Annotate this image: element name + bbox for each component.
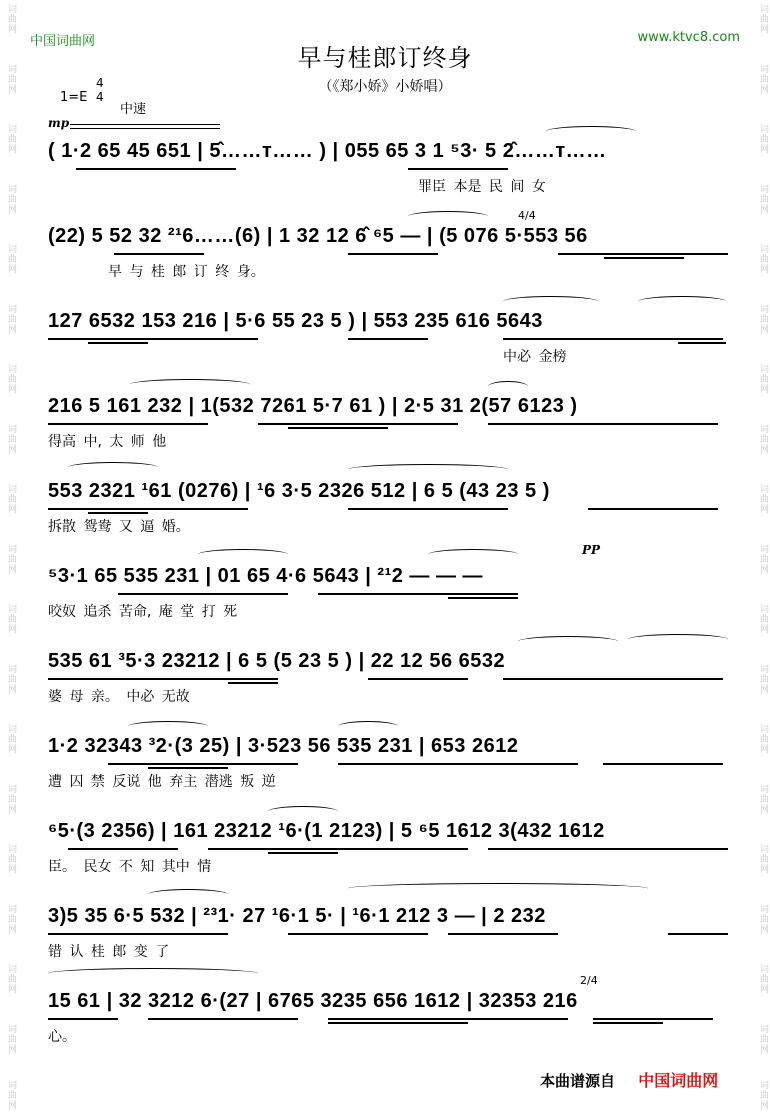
slur	[198, 549, 288, 560]
watermark-left: 词曲网	[6, 484, 16, 514]
slur	[518, 636, 618, 647]
watermark-right: 词曲网	[758, 244, 768, 274]
underline	[288, 933, 428, 935]
underline	[328, 1018, 568, 1020]
underline	[118, 593, 288, 595]
watermark-right: 词曲网	[758, 664, 768, 694]
underline	[48, 678, 278, 680]
watermark-left: 词曲网	[6, 844, 16, 874]
score-system	[48, 480, 738, 550]
lyrics-line: 咬奴 追杀 苦命, 庵 堂 打 死	[48, 604, 238, 620]
underline	[604, 257, 684, 259]
score-system	[48, 905, 738, 975]
watermark-left: 词曲网	[6, 904, 16, 934]
watermark-left: 词曲网	[6, 604, 16, 634]
underline	[68, 848, 178, 850]
score-system	[48, 735, 738, 805]
crescendo-line	[70, 124, 220, 125]
watermark-left: 词曲网	[6, 724, 16, 754]
notation-line: ⁶5·(3 2356) | 161 23212 ¹6·(1 2123) | 5 ⁶5 1612 3(432 1612	[48, 820, 605, 842]
watermark-right: 词曲网	[758, 784, 768, 814]
lyrics-line: 遭 囚 禁 反说 他 弃主 潜逃 叛 逆	[48, 774, 276, 790]
watermark-left: 词曲网	[6, 244, 16, 274]
underline	[678, 342, 726, 344]
underline	[503, 678, 723, 680]
watermark-right: 词曲网	[758, 364, 768, 394]
score-system	[48, 820, 738, 890]
watermark-left: 词曲网	[6, 424, 16, 454]
underline	[228, 682, 278, 684]
watermark-right: 词曲网	[758, 544, 768, 574]
notation-line: 15 61 | 32 3212 6·(27 | 6765 3235 656 1612 | 32353 216	[48, 990, 578, 1012]
notation-line: 535 61 ³5·3 23212 | 6 5 (5 23 5 ) | 22 12 56 6532	[48, 650, 506, 672]
underline	[338, 763, 578, 765]
time-signature	[96, 76, 104, 104]
underline	[108, 763, 298, 765]
source-label: 本曲谱源自	[540, 1072, 616, 1090]
notation-line: (22) 5 52 32 ²¹6……(6) | 1 32 12 6̂ ⁶5 — | (5 076 5·553 56	[48, 225, 588, 247]
underline	[76, 168, 236, 170]
notation-line: 216 5 161 232 | 1(532 7261 5·7 61 ) | 2·5 31 2(57 6123 )	[48, 395, 578, 417]
lyrics-line: 臣。 民女 不 知 其中 情	[48, 859, 212, 875]
watermark-right: 词曲网	[758, 724, 768, 754]
underline	[503, 338, 723, 340]
lyrics-line: 罪臣 本是 民 间 女	[418, 179, 546, 195]
watermark-right: 词曲网	[758, 424, 768, 454]
time-top: 4	[96, 76, 104, 90]
underline	[148, 767, 228, 769]
time-bottom: 4	[96, 90, 104, 104]
notation-line: ( 1·2 65 45 651 | 5̂……т…… ) | 055 65 3 1 ⁵3· 5 2̂……т……	[48, 140, 607, 162]
watermark-left: 词曲网	[6, 124, 16, 154]
score-system	[48, 650, 738, 720]
score-system	[48, 395, 738, 465]
slur	[428, 549, 518, 560]
slur	[128, 721, 208, 732]
underline	[488, 423, 718, 425]
time-change: 2/4	[580, 974, 598, 987]
slur	[130, 379, 250, 390]
underline	[258, 423, 458, 425]
underline	[88, 512, 148, 514]
underline	[114, 253, 204, 255]
slur	[628, 634, 728, 645]
lyrics-line: 心。	[48, 1029, 76, 1045]
underline	[208, 848, 468, 850]
underline	[48, 933, 228, 935]
underline	[488, 848, 728, 850]
watermark-right: 词曲网	[758, 1080, 768, 1110]
score-system	[48, 310, 738, 380]
watermark-right: 词曲网	[758, 844, 768, 874]
underline	[603, 763, 723, 765]
crescendo-line	[70, 128, 220, 129]
notation-line: 553 2321 ¹61 (0276) | ¹6 3·5 2326 512 | 6 5 (43 23 5 )	[48, 480, 550, 502]
score-system	[48, 974, 738, 1060]
site-link-right[interactable]: www.ktvc8.com	[637, 30, 740, 45]
slur	[268, 806, 338, 817]
watermark-left: 词曲网	[6, 304, 16, 334]
site-link-left[interactable]: 中国词曲网	[30, 34, 96, 49]
slur	[48, 968, 258, 979]
key-signature: 1=E	[60, 90, 88, 105]
score-system	[48, 543, 738, 635]
underline	[348, 253, 438, 255]
slur	[148, 889, 228, 900]
underline	[48, 508, 248, 510]
lyrics-line: 错 认 桂 郎 变 了	[48, 944, 170, 960]
watermark-right: 词曲网	[758, 904, 768, 934]
dynamic-pp: PP	[582, 543, 601, 557]
underline	[448, 597, 518, 599]
slur	[503, 296, 598, 307]
watermark-left: 词曲网	[6, 4, 16, 34]
score-source	[540, 1068, 718, 1091]
slur	[338, 721, 398, 732]
score-system	[48, 140, 738, 210]
slur	[638, 296, 726, 307]
lyrics-line: 拆散 鸳鸯 又 逼 婚。	[48, 519, 190, 535]
source-site-link[interactable]: 中国词曲网	[638, 1071, 719, 1090]
underline	[328, 1022, 468, 1024]
underline	[593, 1022, 663, 1024]
time-change: 4/4	[518, 209, 536, 222]
tempo-marking: 中速	[120, 102, 147, 117]
notation-line: 3)5 35 6·5 532 | ²³1· 27 ¹6·1 5· | ¹6·1 212 3 — | 2 232	[48, 905, 546, 927]
lyrics-line: 得高 中, 太 师 他	[48, 434, 167, 450]
watermark-left: 词曲网	[6, 184, 16, 214]
score-subtitle: （《郑小娇》小娇唱）	[318, 79, 452, 95]
slur	[488, 381, 528, 392]
underline	[148, 1018, 298, 1020]
notation-line: 1·2 32343 ³2·(3 25) | 3·523 56 535 231 | 653 2612	[48, 735, 519, 757]
score-system	[48, 209, 738, 295]
slur	[68, 462, 158, 473]
slur	[546, 126, 636, 137]
watermark-right: 词曲网	[758, 124, 768, 154]
slur	[348, 883, 648, 894]
underline	[588, 508, 718, 510]
underline	[448, 933, 558, 935]
watermark-right: 词曲网	[758, 484, 768, 514]
watermark-left: 词曲网	[6, 64, 16, 94]
watermark-right: 词曲网	[758, 64, 768, 94]
underline	[368, 678, 468, 680]
watermark-left: 词曲网	[6, 364, 16, 394]
dynamic-mp: mp	[48, 116, 70, 130]
underline	[558, 253, 728, 255]
lyrics-line: 早 与 桂 郎 订 终 身。	[108, 264, 265, 280]
watermark-left: 词曲网	[6, 784, 16, 814]
underline	[348, 338, 428, 340]
underline	[668, 933, 728, 935]
underline	[268, 852, 338, 854]
underline	[88, 342, 148, 344]
underline	[48, 1018, 118, 1020]
watermark-left: 词曲网	[6, 544, 16, 574]
underline	[593, 1018, 713, 1020]
underline	[48, 423, 208, 425]
watermark-left: 词曲网	[6, 664, 16, 694]
watermark-left: 词曲网	[6, 1080, 16, 1110]
lyrics-line: 中必 金榜	[503, 349, 567, 365]
lyrics-line: 婆 母 亲。 中必 无故	[48, 689, 190, 705]
watermark-left: 词曲网	[6, 1024, 16, 1054]
watermark-right: 词曲网	[758, 1024, 768, 1054]
watermark-left: 词曲网	[6, 964, 16, 994]
score-title: 早与桂郎订终身	[297, 44, 473, 72]
slur	[408, 211, 488, 222]
underline	[408, 168, 508, 170]
watermark-right: 词曲网	[758, 4, 768, 34]
underline	[348, 508, 508, 510]
watermark-right: 词曲网	[758, 964, 768, 994]
watermark-right: 词曲网	[758, 604, 768, 634]
underline	[318, 593, 518, 595]
underline	[288, 427, 388, 429]
slur	[348, 464, 508, 475]
notation-line: ⁵3·1 65 535 231 | 01 65 4·6 5643 | ²¹2 — — —	[48, 565, 484, 587]
watermark-right: 词曲网	[758, 304, 768, 334]
underline	[48, 338, 258, 340]
watermark-right: 词曲网	[758, 184, 768, 214]
notation-line: 127 6532 153 216 | 5·6 55 23 5 ) | 553 235 616 5643	[48, 310, 543, 332]
